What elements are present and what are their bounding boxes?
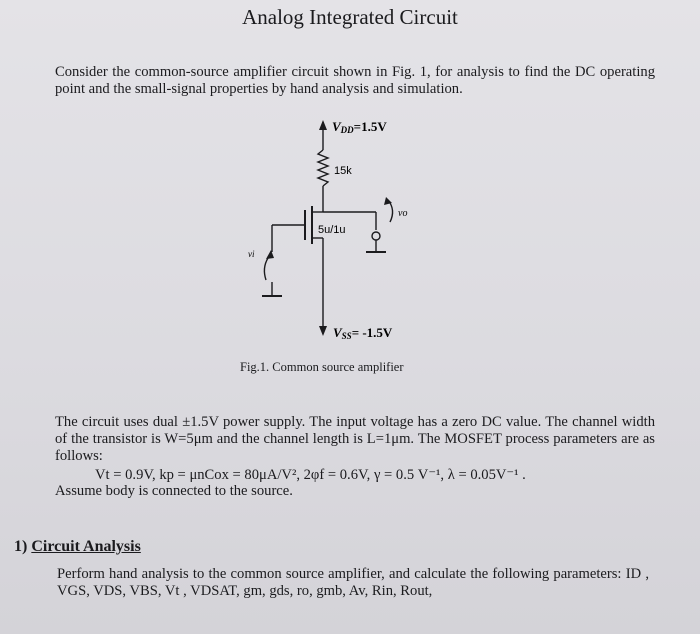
resistor-label: 15k <box>334 165 352 177</box>
process-parameters: Vt = 0.9V, kp = μnCox = 80μA/V², 2φf = 0.6V, γ = 0.5 V⁻¹, λ = 0.05V⁻¹ . <box>95 467 526 483</box>
description-paragraph: The circuit uses dual ±1.5V power supply. The input voltage has a zero DC value. The channel width of the transistor is W=5μm and the channel length is L=1μm. The MOSFET process parameters are as follows: <box>55 414 655 464</box>
vo-label: vo <box>398 208 408 219</box>
figure-caption: Fig.1. Common source amplifier <box>240 360 404 374</box>
vss-label: VSS= -1.5V <box>333 325 393 341</box>
drain-resistor <box>318 150 328 186</box>
page-title: Analog Integrated Circuit <box>242 5 458 29</box>
vi-arrow <box>266 250 274 259</box>
body-assumption: Assume body is connected to the source. <box>55 483 293 499</box>
section-number: 1) <box>14 538 28 555</box>
vi-source-curve <box>264 258 268 280</box>
vss-arrow <box>319 326 327 336</box>
intro-paragraph: Consider the common-source amplifier circuit shown in Fig. 1, for analysis to find the DC operating point and the small-signal properties by hand analysis and simulation. <box>55 64 655 97</box>
output-terminal <box>372 232 380 240</box>
section-heading <box>14 538 141 556</box>
task-paragraph: Perform hand analysis to the common source amplifier, and calculate the following parameters: ID , VGS, VDS, VBS, Vt , VDSAT, gm, gds, ro, gmb, Av, Rin, Rout, <box>57 566 649 599</box>
vi-label: vi <box>248 249 255 259</box>
transistor-size-label: 5u/1u <box>318 224 346 236</box>
vdd-arrow <box>319 120 327 130</box>
vdd-label: VDD=1.5V <box>332 119 387 135</box>
section-title: Circuit Analysis <box>31 538 141 555</box>
